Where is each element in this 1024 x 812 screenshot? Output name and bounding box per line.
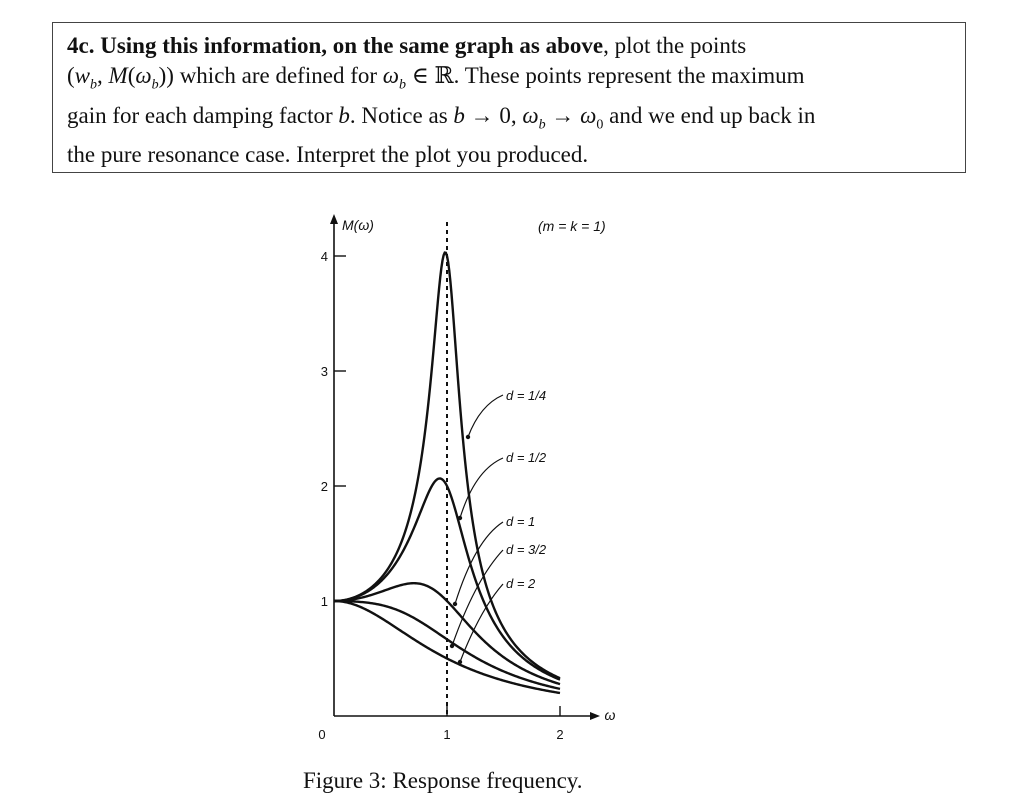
x-tick-label-1: 1: [443, 727, 451, 742]
y-tick-label-3: 3: [320, 364, 328, 379]
problem-line-2: ($w_b$, $M(\omega_b)$) which are defined for $\omega_b$ ∈ ℝ. These points represent the maximum: [67, 63, 805, 93]
var-b: b: [338, 102, 350, 128]
figure-caption: Figure 3: Response frequency.: [303, 768, 583, 793]
x-tick-label-0: 0: [318, 727, 326, 742]
series-leader-tip-1: [458, 516, 462, 520]
series-leader-tip-4: [458, 660, 462, 664]
problem-text-1: , plot the points: [603, 33, 747, 58]
x-axis-label: ω: [604, 707, 616, 723]
x-tick-label-2: 2: [556, 727, 564, 742]
problem-line-3: gain for each damping factor b. Notice as b → 0, $\omega_b \to \omega_0$ and we end up back in: [67, 102, 816, 133]
real-set: ℝ: [434, 63, 454, 88]
response-chart: [300, 200, 640, 750]
y-tick-label-2: 2: [320, 479, 328, 494]
series-leader-3: [452, 550, 503, 646]
series-leader-tip-0: [466, 435, 470, 439]
x-axis-arrow: [590, 712, 600, 720]
series-label-1: d = 1/2: [506, 450, 547, 465]
series-label-0: d = 1/4: [506, 388, 547, 403]
series-label-2: d = 1: [506, 514, 536, 529]
series-label-3: d = 3/2: [506, 542, 547, 557]
problem-text-3: gain for each damping factor: [67, 102, 333, 128]
problem-number: 4c.: [67, 33, 95, 58]
series-leader-tip-2: [453, 602, 457, 606]
problem-line-4: the pure resonance case. Interpret the plot you produced.: [67, 142, 589, 168]
problem-lead: Using this information, on the same graph as above: [100, 33, 604, 58]
response-frequency-figure: [300, 200, 640, 750]
y-tick-label-1: 1: [320, 594, 328, 609]
problem-text-2b: . These points represent the maximum: [453, 63, 805, 88]
problem-text-3b: . Notice as: [349, 102, 448, 128]
problem-text-3c: and we end up back in: [609, 102, 816, 128]
problem-text-2: which are defined for: [179, 63, 378, 88]
series-leader-0: [468, 395, 503, 437]
y-axis-label: M(ω): [342, 217, 374, 233]
chart-annotation: (m = k = 1): [538, 218, 606, 234]
series-label-4: d = 2: [506, 576, 536, 591]
problem-statement: [52, 22, 966, 173]
y-axis-arrow: [330, 214, 338, 224]
series-leader-tip-3: [450, 644, 454, 648]
problem-line-1: [67, 31, 951, 61]
y-tick-label-4: 4: [320, 249, 328, 264]
